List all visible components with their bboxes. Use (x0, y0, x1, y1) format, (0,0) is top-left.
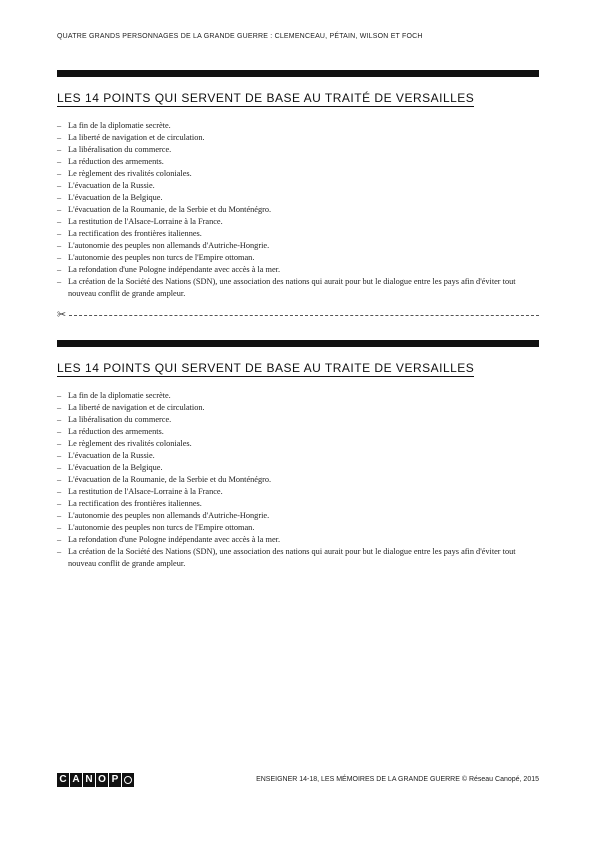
list-item (57, 546, 539, 570)
point-text: L'autonomie des peuples non turcs de l'Empire ottoman. (68, 253, 255, 262)
scissors-icon: ✂ (57, 308, 67, 321)
dash-bullet: – (57, 253, 62, 262)
section-14-points-1 (57, 70, 539, 300)
dash-bullet: – (57, 511, 62, 520)
list-item (57, 414, 539, 426)
dash-bullet: – (57, 265, 62, 274)
point-text: La rectification des frontières italiennes. (68, 229, 202, 238)
dash-bullet: – (57, 499, 62, 508)
list-item (57, 132, 539, 144)
dash-bullet: – (57, 451, 62, 460)
list-item (57, 180, 539, 192)
dash-bullet: – (57, 415, 62, 424)
list-item (57, 498, 539, 510)
point-text: La liberté de navigation et de circulation. (68, 133, 205, 142)
logo-letter: P (109, 773, 121, 787)
dash-bullet: – (57, 487, 62, 496)
dash-bullet: – (57, 181, 62, 190)
point-text: La libéralisation du commerce. (68, 415, 172, 424)
dash-bullet: – (57, 547, 62, 556)
list-item (57, 156, 539, 168)
dash-bullet: – (57, 133, 62, 142)
dash-bullet: – (57, 535, 62, 544)
dash-bullet: – (57, 475, 62, 484)
dash-bullet: – (57, 277, 62, 286)
list-item (57, 450, 539, 462)
dash-bullet: – (57, 439, 62, 448)
point-text: L'évacuation de la Roumanie, de la Serbie et du Monténégro. (68, 205, 272, 214)
point-text: Le règlement des rivalités coloniales. (68, 439, 192, 448)
point-text: L'évacuation de la Russie. (68, 181, 155, 190)
list-item (57, 168, 539, 180)
running-header: QUATRE GRANDS PERSONNAGES DE LA GRANDE GUERRE : CLEMENCEAU, PÉTAIN, WILSON ET FOCH (57, 33, 423, 40)
dash-bullet: – (57, 463, 62, 472)
cut-line (57, 309, 539, 321)
point-text: L'évacuation de la Russie. (68, 451, 155, 460)
points-list (57, 120, 539, 300)
list-item (57, 216, 539, 228)
footer-credit: ENSEIGNER 14-18, LES MÉMOIRES DE LA GRANDE GUERRE © Réseau Canopé, 2015 (256, 776, 539, 783)
point-text: La refondation d'une Pologne indépendante avec accès à la mer. (68, 535, 281, 544)
logo-letter: N (83, 773, 95, 787)
section-title: LES 14 POINTS QUI SERVENT DE BASE AU TRAITÉ DE VERSAILLES (57, 91, 475, 105)
section-14-points-2 (57, 340, 539, 570)
list-item (57, 192, 539, 204)
logo-letter: O (96, 773, 108, 787)
list-item (57, 522, 539, 534)
point-text: L'autonomie des peuples non allemands d'Autriche-Hongrie. (68, 241, 270, 250)
point-text: La fin de la diplomatie secrète. (68, 391, 171, 400)
dash-bullet: – (57, 523, 62, 532)
dash-bullet: – (57, 193, 62, 202)
dash-bullet: – (57, 217, 62, 226)
dash-bullet: – (57, 169, 62, 178)
dash-bullet: – (57, 391, 62, 400)
point-text: La réduction des armements. (68, 427, 164, 436)
logo-letter-ring (122, 773, 134, 787)
section-top-bar (57, 340, 539, 347)
list-item (57, 534, 539, 546)
logo-ring-icon (124, 776, 132, 784)
point-text: L'évacuation de la Roumanie, de la Serbie et du Monténégro. (68, 475, 272, 484)
list-item (57, 228, 539, 240)
dash-bullet: – (57, 427, 62, 436)
list-item (57, 144, 539, 156)
list-item (57, 402, 539, 414)
section-title: LES 14 POINTS QUI SERVENT DE BASE AU TRAITE DE VERSAILLES (57, 361, 475, 375)
point-text: La restitution de l'Alsace-Lorraine à la France. (68, 487, 223, 496)
point-text: La refondation d'une Pologne indépendante avec accès à la mer. (68, 265, 281, 274)
list-item (57, 120, 539, 132)
point-text: Le règlement des rivalités coloniales. (68, 169, 192, 178)
point-text: La réduction des armements. (68, 157, 164, 166)
point-text: La libéralisation du commerce. (68, 145, 172, 154)
list-item (57, 390, 539, 402)
dash-bullet: – (57, 121, 62, 130)
dash-bullet: – (57, 229, 62, 238)
dashed-cut-line (69, 315, 539, 316)
dash-bullet: – (57, 205, 62, 214)
list-item (57, 462, 539, 474)
point-text: L'autonomie des peuples non turcs de l'Empire ottoman. (68, 523, 255, 532)
list-item (57, 264, 539, 276)
point-text: La liberté de navigation et de circulation. (68, 403, 205, 412)
list-item (57, 438, 539, 450)
list-item (57, 204, 539, 216)
section-top-bar (57, 70, 539, 77)
points-list (57, 390, 539, 570)
list-item (57, 474, 539, 486)
point-text: La rectification des frontières italiennes. (68, 499, 202, 508)
point-text: La création de la Société des Nations (SDN), une association des nations qui aurait pour but le dialogue entre les pays afin d'éviter tout nouveau conflit de grande ampleur. (68, 547, 516, 568)
point-text: L'évacuation de la Belgique. (68, 193, 163, 202)
point-text: La restitution de l'Alsace-Lorraine à la France. (68, 217, 223, 226)
list-item (57, 276, 539, 300)
list-item (57, 510, 539, 522)
point-text: L'autonomie des peuples non allemands d'Autriche-Hongrie. (68, 511, 270, 520)
point-text: La création de la Société des Nations (SDN), une association des nations qui aurait pour but le dialogue entre les pays afin d'éviter tout nouveau conflit de grande ampleur. (68, 277, 516, 298)
list-item (57, 252, 539, 264)
point-text: La fin de la diplomatie secrète. (68, 121, 171, 130)
list-item (57, 426, 539, 438)
dash-bullet: – (57, 157, 62, 166)
dash-bullet: – (57, 403, 62, 412)
canope-logo (57, 773, 134, 787)
logo-letter: A (70, 773, 82, 787)
list-item (57, 486, 539, 498)
point-text: L'évacuation de la Belgique. (68, 463, 163, 472)
dash-bullet: – (57, 145, 62, 154)
dash-bullet: – (57, 241, 62, 250)
logo-letter: C (57, 773, 69, 787)
list-item (57, 240, 539, 252)
